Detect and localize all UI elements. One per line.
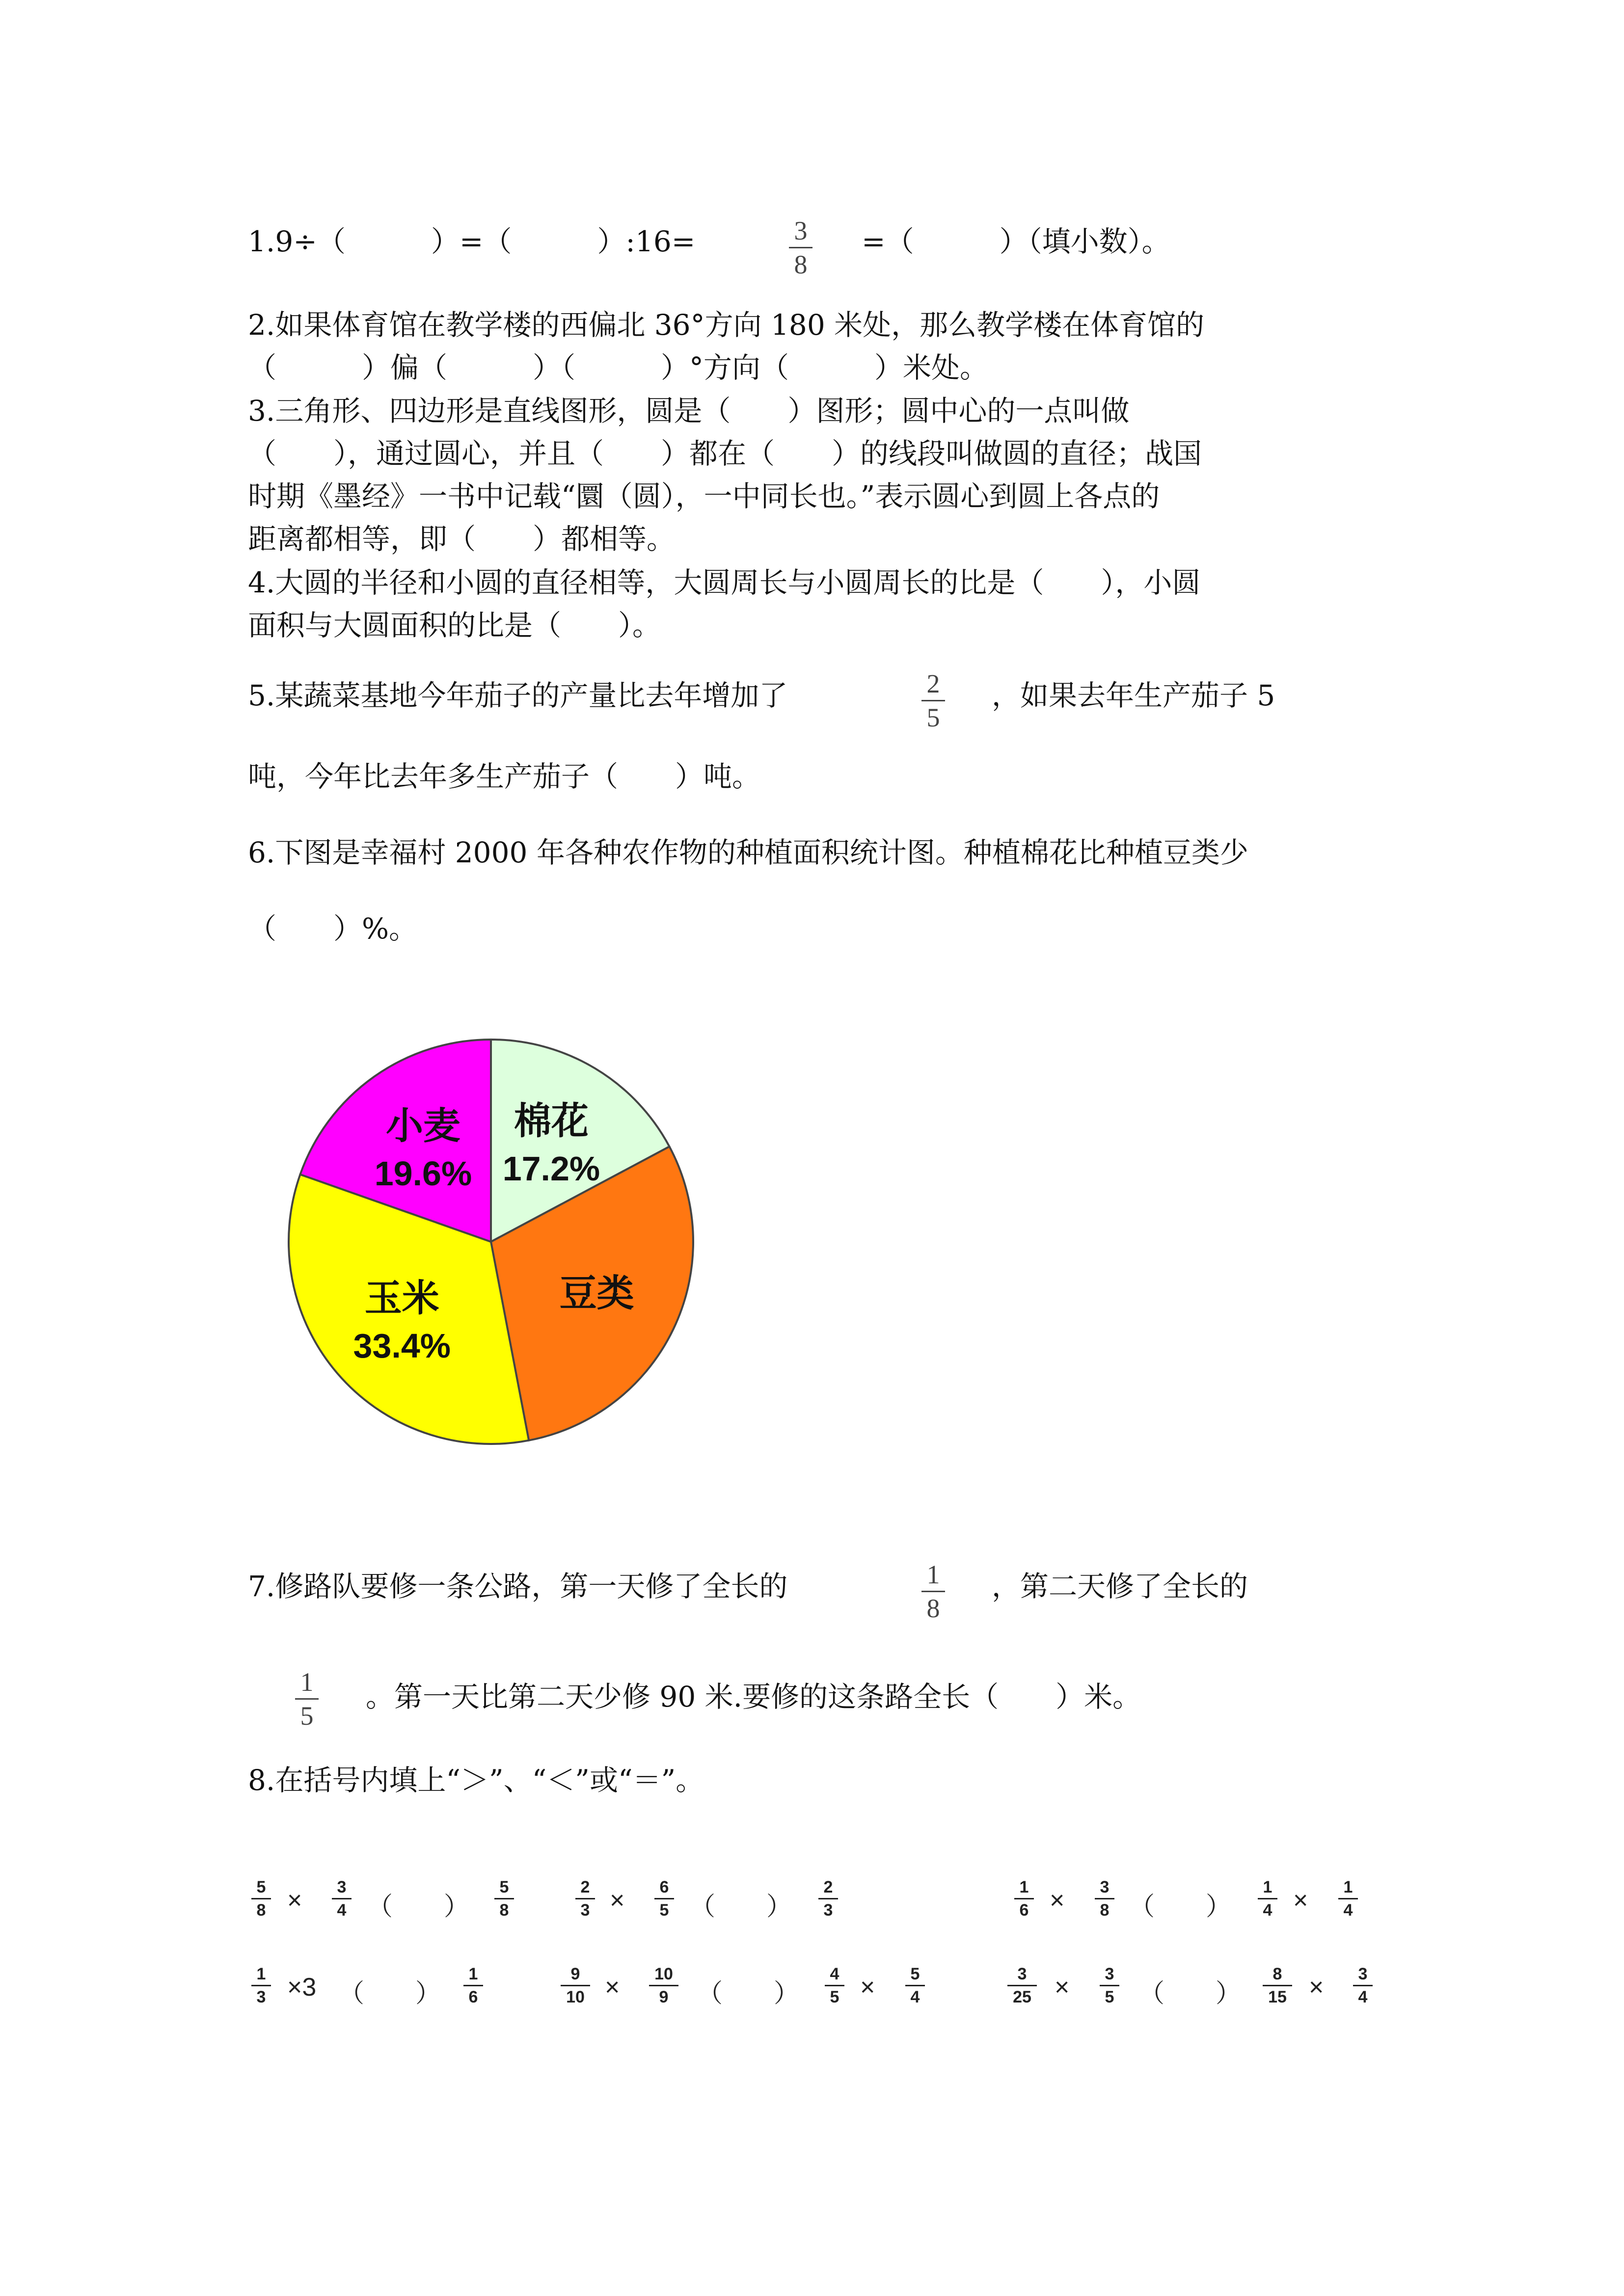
times-sign: × [287,1886,302,1915]
fraction: 8 15 [1263,1966,1292,2005]
fraction: 1 6 [1014,1879,1034,1919]
answer-blank[interactable]: （ ） [697,1979,800,2008]
pie-slice-percent: 17.2% [502,1149,600,1188]
pie-slice-percent: 19.6% [374,1154,472,1193]
answer-blank[interactable]: （ ） [1129,1893,1232,1921]
fraction: 5 8 [494,1879,514,1919]
q2-line-1: 2.如果体育馆在教学楼的西偏北 36°方向 180 米处，那么教学楼在体育馆的 [248,308,1205,342]
times-sign: × [610,1886,625,1915]
fraction: 5 8 [251,1879,271,1919]
fraction: 10 9 [649,1966,678,2005]
q7-line-c: 。第一天比第二天少修 90 米.要修的这条路全长（ ）米。 [366,1680,1141,1713]
q8-title: 8.在括号内填上“＞”、“＜”或“＝”。 [248,1763,704,1797]
q1-line-b: =（ ）（填小数）。 [862,225,1170,258]
answer-blank[interactable]: （ ） [1139,1979,1242,2008]
times-sign: × [1309,1973,1324,2002]
fraction: 3 4 [332,1879,352,1919]
q3-line-3: 时期《墨经》一书中记载“圜（圆），一中同长也。”表示圆心到圆上各点的 [248,480,1160,513]
pie-slice-name: 豆类 [559,1273,634,1315]
q1-line-a: 1.9÷（ ）=（ ）:16= [248,225,696,258]
q4-line-2: 面积与大圆面积的比是（ ）。 [248,609,661,642]
pie-slice-name: 棉花 [514,1100,589,1143]
fraction: 3 5 [1100,1966,1119,2005]
fraction: 6 5 [654,1879,674,1919]
pie-slice-percent: 33.4% [353,1326,451,1365]
fraction: 3 4 [1353,1966,1373,2005]
fraction: 1 3 [251,1966,271,2005]
fraction: 9 10 [561,1966,590,2005]
times-sign: × [605,1973,620,2002]
q6-line-1: 6.下图是幸福村 2000 年各种农作物的种植面积统计图。种植棉花比种植豆类少 [248,836,1248,869]
times-sign: × [1055,1973,1070,2002]
times-sign: × [860,1973,875,2002]
q7-line-a: 7.修路队要修一条公路，第一天修了全长的 [248,1570,788,1603]
fraction: 3 25 [1007,1966,1037,2005]
answer-blank[interactable]: （ ） [339,1979,441,2008]
pie-slice-name: 小麦 [385,1105,460,1147]
fraction: 1 6 [463,1966,483,2005]
times-three: ×3 [287,1973,317,2002]
fraction: 2 3 [818,1879,838,1919]
q5-line-b: ，如果去年生产茄子 5 [992,679,1275,712]
q1-fraction: 3 8 [789,217,812,278]
q7-fraction-1: 1 8 [921,1561,945,1622]
crop-area-pie-chart [275,1026,707,1458]
q7-fraction-2: 1 5 [295,1669,319,1729]
answer-blank[interactable]: （ ） [690,1893,792,1921]
fraction: 2 3 [575,1879,595,1919]
q4-line-1: 4.大圆的半径和小圆的直径相等，大圆周长与小圆周长的比是（ ），小圆 [248,566,1201,599]
q5-line-a: 5.某蔬菜基地今年茄子的产量比去年增加了 [248,679,788,712]
fraction: 1 4 [1258,1879,1277,1919]
pie-slice-name: 玉米 [364,1277,439,1319]
fraction: 1 4 [1338,1879,1358,1919]
fraction: 5 4 [905,1966,925,2005]
fraction: 4 5 [825,1966,844,2005]
times-sign: × [1050,1886,1065,1915]
q5-fraction: 2 5 [921,670,945,731]
q3-line-1: 3.三角形、四边形是直线图形，圆是（ ）图形；圆中心的一点叫做 [248,394,1130,427]
q5-line-2: 吨，今年比去年多生产茄子（ ）吨。 [248,760,761,793]
q2-line-2: （ ）偏（ ）（ ）°方向（ ）米处。 [248,351,989,384]
q6-line-2: （ ）%。 [248,912,418,945]
answer-blank[interactable]: （ ） [367,1893,470,1921]
fraction: 3 8 [1095,1879,1114,1919]
q3-line-2: （ ），通过圆心，并且（ ）都在（ ）的线段叫做圆的直径；战国 [248,437,1202,470]
q3-line-4: 距离都相等，即（ ）都相等。 [248,522,676,556]
times-sign: × [1293,1886,1308,1915]
q7-line-b: ，第二天修了全长的 [992,1570,1248,1603]
